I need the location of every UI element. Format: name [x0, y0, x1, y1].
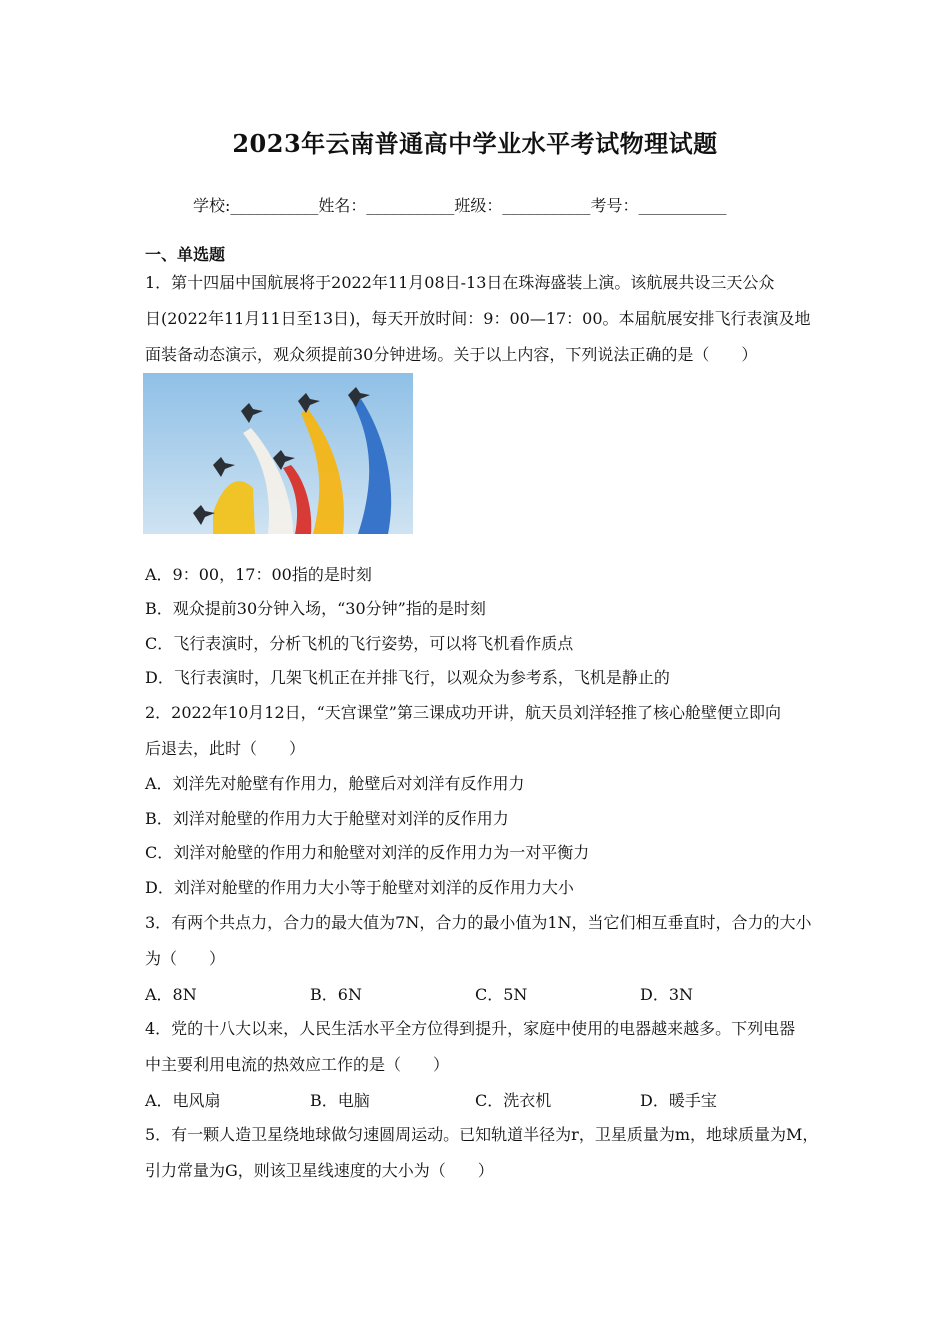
question-4-line-2: 中主要利用电流的热效应工作的是（ ） [145, 1055, 450, 1074]
question-3-option-a: A．8N [145, 985, 197, 1004]
question-3-option-d: D．3N [640, 985, 694, 1004]
section-heading: 一、单选题 [145, 245, 226, 264]
question-1-line-2: 日(2022年11月11日至13日)，每天开放时间：9：00—17：00。本届航展安排飞行表演及地 [145, 309, 811, 328]
question-1-line-1: 1．第十四届中国航展将于2022年11月08日-13日在珠海盛装上演。该航展共设三天公众 [145, 273, 775, 292]
question-4-option-b: B．电脑 [310, 1091, 370, 1110]
question-1-option-b: B．观众提前30分钟入场，“30分钟”指的是时刻 [145, 599, 486, 618]
question-1-line-3: 面装备动态演示，观众须提前30分钟进场。关于以上内容，下列说法正确的是（ ） [145, 345, 758, 364]
question-5-line-2: 引力常量为G，则该卫星线速度的大小为（ ） [145, 1161, 494, 1180]
question-4-line-1: 4．党的十八大以来，人民生活水平全方位得到提升，家庭中使用的电器越来越多。下列电器 [145, 1019, 796, 1038]
question-2-option-b: B．刘洋对舱壁的作用力大于舱壁对刘洋的反作用力 [145, 809, 509, 828]
question-1-option-c: C．飞行表演时，分析飞机的飞行姿势，可以将飞机看作质点 [145, 634, 574, 653]
question-1-option-d: D．飞行表演时，几架飞机正在并排飞行，以观众为参考系，飞机是静止的 [145, 668, 670, 687]
question-3-option-b: B．6N [310, 985, 362, 1004]
question-2-option-d: D．刘洋对舱壁的作用力大小等于舱壁对刘洋的反作用力大小 [145, 878, 574, 897]
question-2-option-a: A．刘洋先对舱壁有作用力，舱壁后对刘洋有反作用力 [145, 774, 525, 793]
question-4-option-c: C．洗衣机 [475, 1091, 552, 1110]
question-3-line-1: 3．有两个共点力，合力的最大值为7N，合力的最小值为1N，当它们相互垂直时，合力的大小 [145, 913, 812, 932]
question-5-line-1: 5．有一颗人造卫星绕地球做匀速圆周运动。已知轨道半径为r，卫星质量为m，地球质量为M， [145, 1125, 819, 1144]
question-4-option-a: A．电风扇 [145, 1091, 221, 1110]
question-2-line-1: 2．2022年10月12日，“天宫课堂”第三课成功开讲，航天员刘洋轻推了核心舱壁便立即向 [145, 703, 781, 722]
question-2-option-c: C．刘洋对舱壁的作用力和舱壁对刘洋的反作用力为一对平衡力 [145, 843, 590, 862]
question-3-option-c: C．5N [475, 985, 528, 1004]
class-field: 班级：___________ [454, 196, 591, 215]
question-2-line-2: 后退去，此时（ ） [145, 739, 306, 758]
airshow-photo [143, 373, 413, 534]
page-title: 2023年云南普通高中学业水平考试物理试题 [232, 129, 718, 158]
student-info-line [193, 193, 726, 216]
name-field: 姓名：___________ [318, 196, 455, 215]
number-field: 考号：___________ [590, 196, 727, 215]
question-3-line-2: 为（ ） [145, 949, 226, 968]
school-field: 学校:___________ [193, 196, 319, 215]
question-1-option-a: A．9：00，17：00指的是时刻 [145, 565, 372, 584]
question-4-option-d: D．暖手宝 [640, 1091, 717, 1110]
